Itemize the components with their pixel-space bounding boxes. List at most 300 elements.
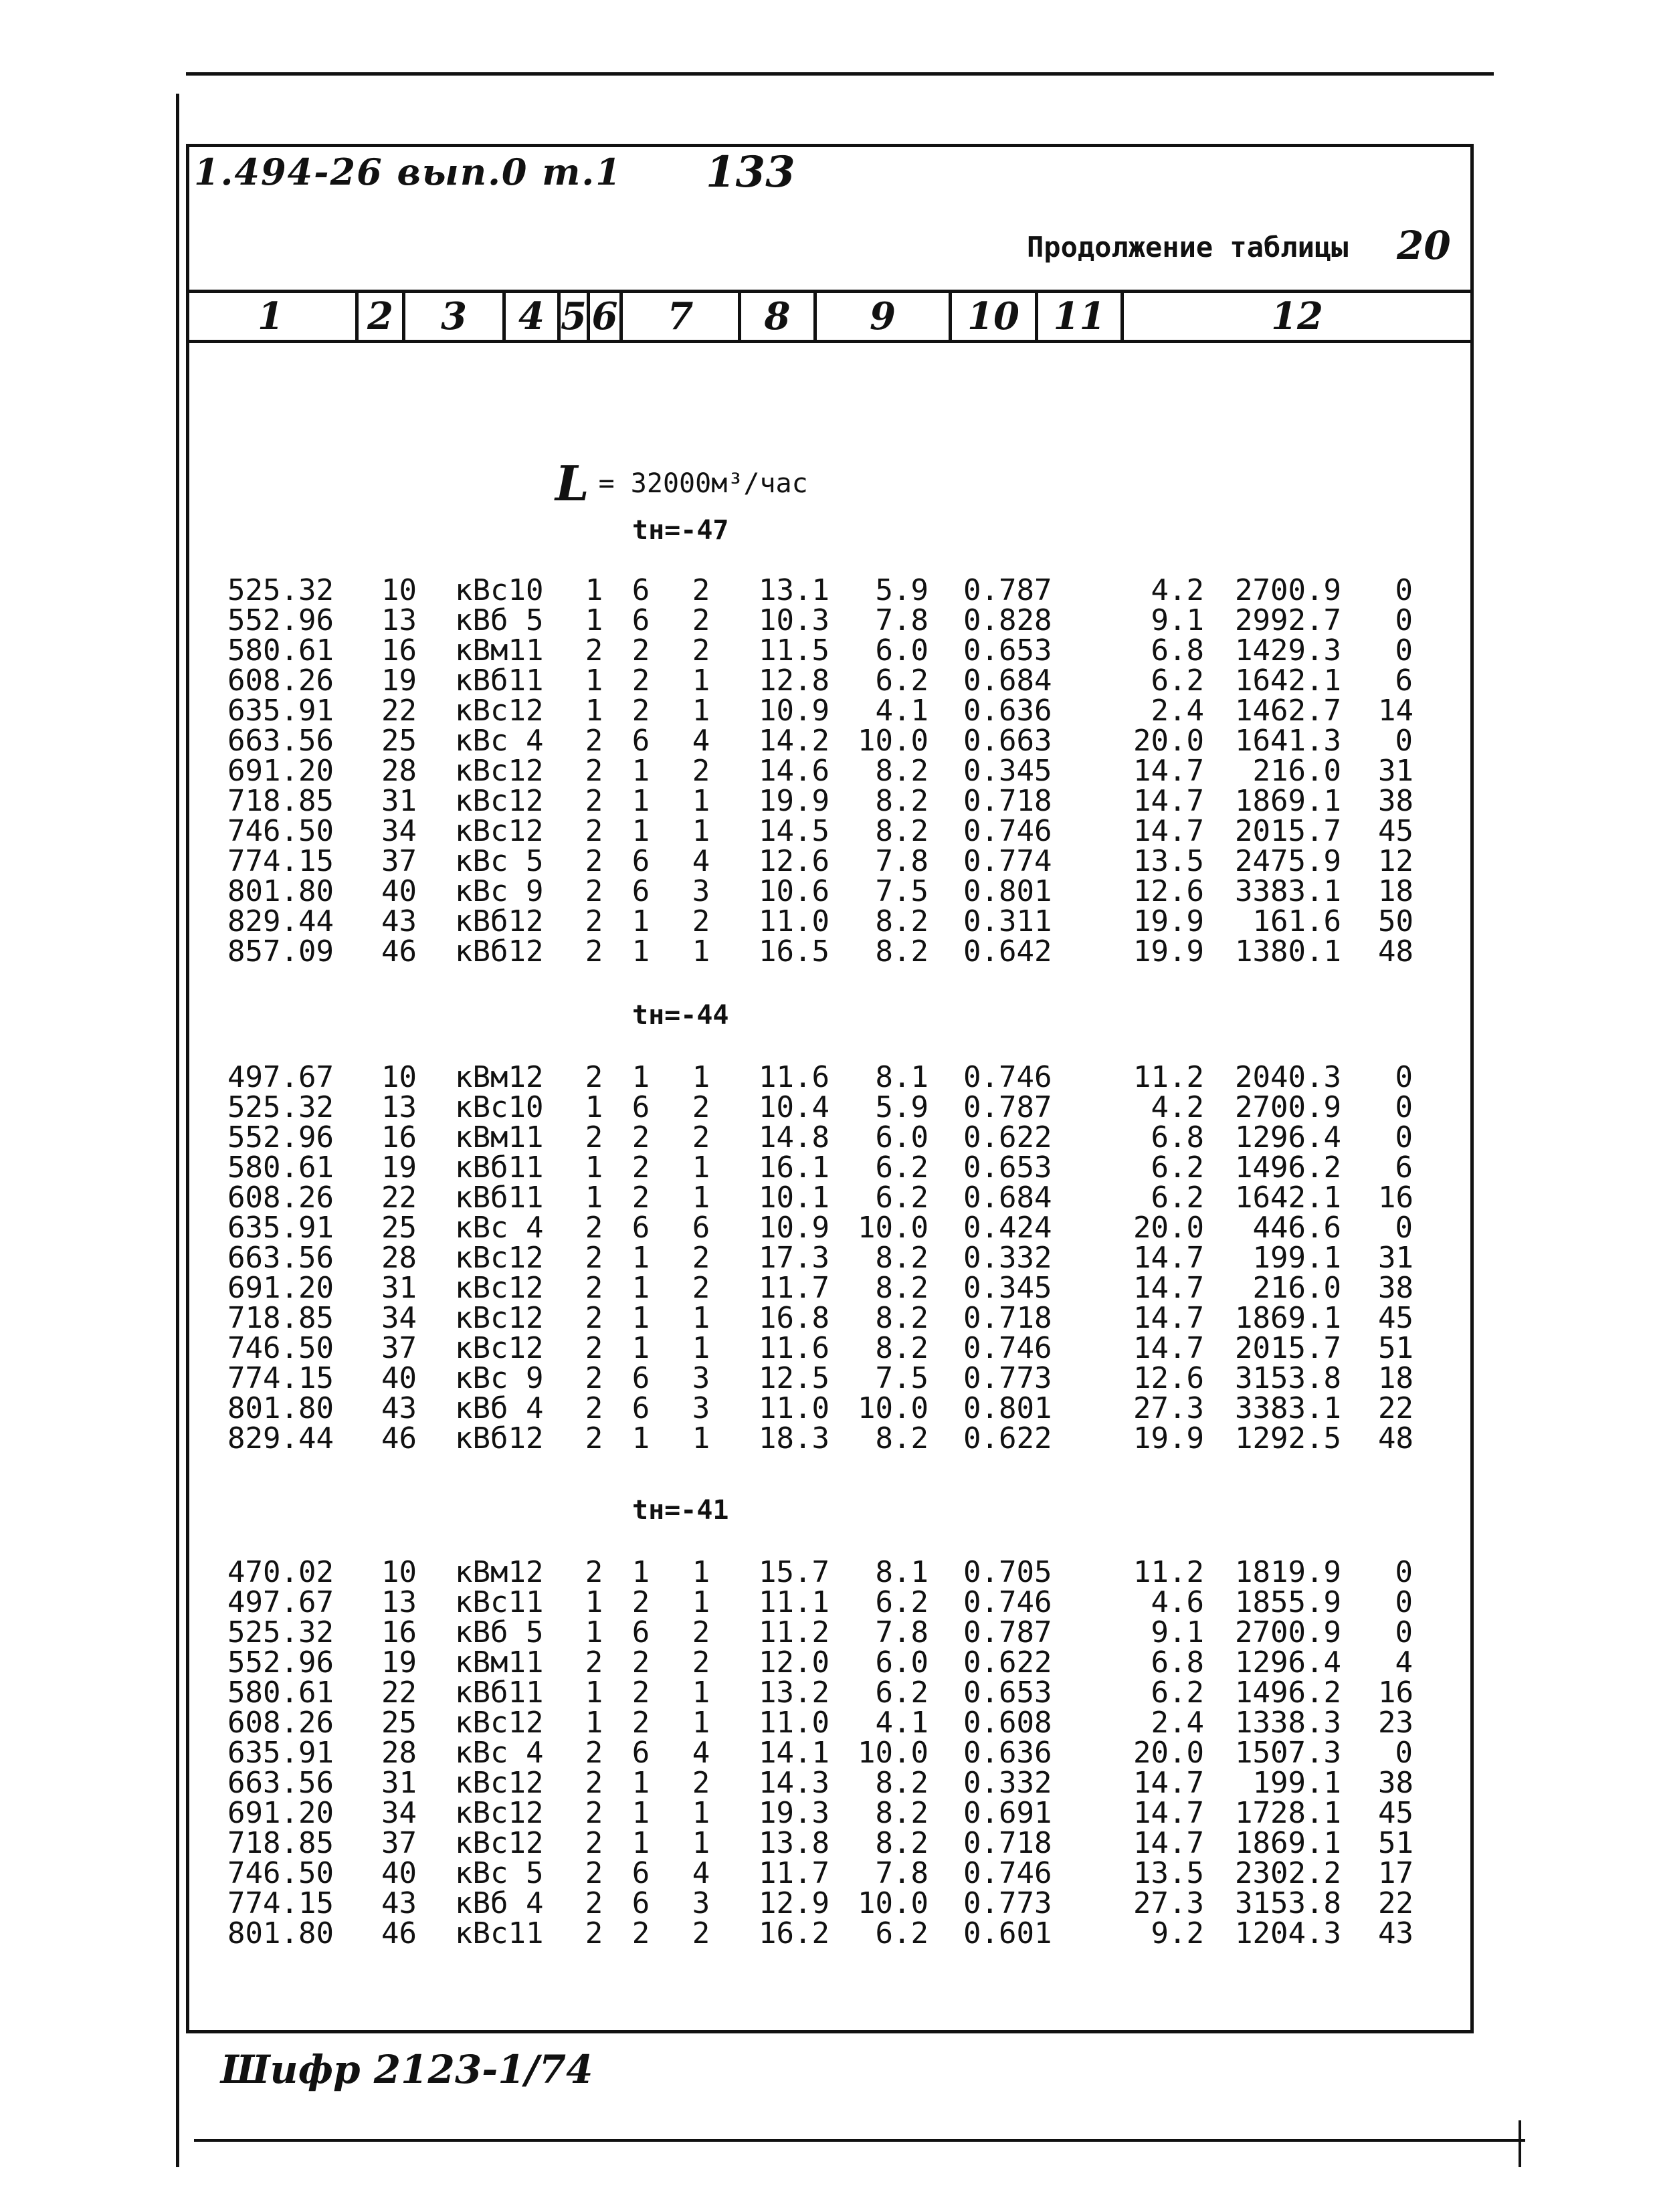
cell-col-9: 0.345 bbox=[963, 754, 1052, 788]
cell-col-8: 6.2 bbox=[875, 1181, 929, 1215]
column-header-3: 3 bbox=[405, 293, 506, 340]
cell-col-5: 6 bbox=[631, 724, 650, 758]
cell-col-2: 13 bbox=[381, 1585, 417, 1619]
cell-col-12: 0 bbox=[1395, 1585, 1413, 1619]
cell-col-10: 4.2 bbox=[1151, 1090, 1204, 1124]
column-header-1: 1 bbox=[186, 293, 359, 340]
cell-col-7: 14.6 bbox=[759, 754, 830, 788]
flow-symbol: L bbox=[555, 455, 589, 512]
cell-col-4: 1 bbox=[585, 1676, 603, 1710]
cell-col-1: 608.26 bbox=[227, 664, 334, 698]
cipher-stamp: Шифр 2123-1/74 bbox=[221, 2047, 593, 2092]
cell-col-6: 2 bbox=[692, 1916, 710, 1950]
cell-col-3: кВс12 bbox=[455, 1331, 544, 1365]
cell-col-9: 0.746 bbox=[963, 1585, 1052, 1619]
cell-col-7: 11.0 bbox=[759, 904, 830, 938]
cell-col-10: 14.7 bbox=[1133, 1271, 1204, 1305]
cell-col-6: 3 bbox=[692, 1361, 710, 1395]
cell-col-7: 10.9 bbox=[759, 1211, 830, 1245]
cell-col-2: 16 bbox=[381, 633, 417, 668]
cell-col-6: 1 bbox=[692, 1555, 710, 1589]
cell-col-10: 14.7 bbox=[1133, 754, 1204, 788]
cell-col-1: 663.56 bbox=[227, 724, 334, 758]
column-header-12: 12 bbox=[1271, 294, 1323, 338]
cell-col-1: 663.56 bbox=[227, 1766, 334, 1800]
cell-col-3: кВб 5 bbox=[455, 603, 544, 637]
table-row bbox=[0, 1587, 1659, 1617]
cell-col-1: 552.96 bbox=[227, 1120, 334, 1154]
cell-col-1: 691.20 bbox=[227, 1796, 334, 1830]
cell-col-1: 774.15 bbox=[227, 1361, 334, 1395]
cell-col-5: 1 bbox=[631, 754, 650, 788]
cell-col-3: кВс10 bbox=[455, 1090, 544, 1124]
cell-col-4: 2 bbox=[585, 1391, 603, 1425]
column-header-9: 9 bbox=[817, 293, 952, 340]
cell-col-6: 4 bbox=[692, 844, 710, 878]
cell-col-10: 27.3 bbox=[1133, 1391, 1204, 1425]
cell-col-10: 11.2 bbox=[1133, 1060, 1204, 1094]
cell-col-4: 1 bbox=[585, 1585, 603, 1619]
cell-col-2: 37 bbox=[381, 844, 417, 878]
right-tick bbox=[1519, 2120, 1521, 2167]
cell-col-6: 1 bbox=[692, 1826, 710, 1860]
cell-col-2: 40 bbox=[381, 874, 417, 908]
table-row bbox=[0, 696, 1659, 726]
cell-col-10: 19.9 bbox=[1133, 934, 1204, 969]
cell-col-7: 11.6 bbox=[759, 1060, 830, 1094]
column-header-row bbox=[186, 290, 1474, 343]
cell-col-11: 2015.7 bbox=[1235, 814, 1341, 848]
cell-col-11: 446.6 bbox=[1252, 1211, 1341, 1245]
cell-col-2: 19 bbox=[381, 1645, 417, 1680]
cell-col-12: 45 bbox=[1378, 1301, 1413, 1335]
cell-col-12: 0 bbox=[1395, 1120, 1413, 1154]
cell-col-4: 1 bbox=[585, 1181, 603, 1215]
cell-col-2: 43 bbox=[381, 904, 417, 938]
cell-col-3: кВс12 bbox=[455, 1796, 544, 1830]
cell-col-4: 1 bbox=[585, 694, 603, 728]
cell-col-10: 14.7 bbox=[1133, 1826, 1204, 1860]
cell-col-2: 40 bbox=[381, 1361, 417, 1395]
cell-col-12: 0 bbox=[1395, 1736, 1413, 1770]
cell-col-11: 1429.3 bbox=[1235, 633, 1341, 668]
cell-col-4: 2 bbox=[585, 784, 603, 818]
cell-col-2: 31 bbox=[381, 1271, 417, 1305]
cell-col-10: 27.3 bbox=[1133, 1886, 1204, 1920]
cell-col-9: 0.653 bbox=[963, 1150, 1052, 1185]
cell-col-2: 46 bbox=[381, 934, 417, 969]
cell-col-2: 22 bbox=[381, 1181, 417, 1215]
cell-col-11: 2992.7 bbox=[1235, 603, 1341, 637]
cell-col-5: 6 bbox=[631, 874, 650, 908]
cell-col-12: 16 bbox=[1378, 1181, 1413, 1215]
table-row bbox=[0, 1617, 1659, 1647]
table-row bbox=[0, 726, 1659, 756]
cell-col-10: 6.2 bbox=[1151, 664, 1204, 698]
cell-col-8: 4.1 bbox=[875, 694, 929, 728]
cell-col-1: 608.26 bbox=[227, 1181, 334, 1215]
cell-col-8: 8.2 bbox=[875, 1766, 929, 1800]
cell-col-7: 13.8 bbox=[759, 1826, 830, 1860]
cell-col-5: 1 bbox=[631, 1241, 650, 1275]
cell-col-9: 0.746 bbox=[963, 1331, 1052, 1365]
cell-col-4: 2 bbox=[585, 1301, 603, 1335]
cell-col-5: 6 bbox=[631, 1211, 650, 1245]
cell-col-11: 3383.1 bbox=[1235, 1391, 1341, 1425]
cell-col-10: 12.6 bbox=[1133, 1361, 1204, 1395]
cell-col-6: 2 bbox=[692, 633, 710, 668]
cell-col-11: 2700.9 bbox=[1235, 573, 1341, 607]
cell-col-11: 1642.1 bbox=[1235, 664, 1341, 698]
cell-col-11: 1462.7 bbox=[1235, 694, 1341, 728]
cell-col-2: 22 bbox=[381, 1676, 417, 1710]
cell-col-9: 0.636 bbox=[963, 1736, 1052, 1770]
cell-col-1: 608.26 bbox=[227, 1706, 334, 1740]
cell-col-5: 6 bbox=[631, 1090, 650, 1124]
cell-col-7: 10.6 bbox=[759, 874, 830, 908]
cell-col-11: 1869.1 bbox=[1235, 784, 1341, 818]
cell-col-6: 3 bbox=[692, 874, 710, 908]
cell-col-11: 1507.3 bbox=[1235, 1736, 1341, 1770]
cell-col-4: 1 bbox=[585, 1150, 603, 1185]
cell-col-10: 9.1 bbox=[1151, 603, 1204, 637]
cell-col-6: 1 bbox=[692, 1585, 710, 1619]
cell-col-12: 0 bbox=[1395, 573, 1413, 607]
air-flow-formula bbox=[555, 455, 808, 512]
cell-col-3: кВс12 bbox=[455, 694, 544, 728]
cell-col-6: 1 bbox=[692, 1796, 710, 1830]
cell-col-11: 1380.1 bbox=[1235, 934, 1341, 969]
cell-col-5: 1 bbox=[631, 1796, 650, 1830]
cell-col-1: 801.80 bbox=[227, 874, 334, 908]
table-row bbox=[0, 1393, 1659, 1423]
cell-col-3: кВс 4 bbox=[455, 724, 544, 758]
cell-col-2: 19 bbox=[381, 1150, 417, 1185]
cell-col-1: 497.67 bbox=[227, 1585, 334, 1619]
column-header-6: 6 bbox=[590, 293, 623, 340]
cell-col-8: 8.2 bbox=[875, 1241, 929, 1275]
table-row bbox=[0, 936, 1659, 967]
cell-col-5: 2 bbox=[631, 1150, 650, 1185]
column-header-7: 7 bbox=[623, 293, 741, 340]
cell-col-4: 2 bbox=[585, 1120, 603, 1154]
cell-col-8: 6.0 bbox=[875, 1645, 929, 1680]
cell-col-11: 2015.7 bbox=[1235, 1331, 1341, 1365]
cell-col-3: кВм11 bbox=[455, 633, 544, 668]
cell-col-10: 2.4 bbox=[1151, 1706, 1204, 1740]
cell-col-8: 8.2 bbox=[875, 1331, 929, 1365]
cell-col-11: 1855.9 bbox=[1235, 1585, 1341, 1619]
cell-col-4: 1 bbox=[585, 664, 603, 698]
top-rule bbox=[186, 72, 1494, 76]
cell-col-5: 1 bbox=[631, 904, 650, 938]
cell-col-12: 6 bbox=[1395, 664, 1413, 698]
cell-col-10: 4.6 bbox=[1151, 1585, 1204, 1619]
cell-col-7: 12.6 bbox=[759, 844, 830, 878]
cell-col-2: 25 bbox=[381, 1211, 417, 1245]
cell-col-4: 2 bbox=[585, 1796, 603, 1830]
cell-col-11: 2302.2 bbox=[1235, 1856, 1341, 1890]
cell-col-3: кВс12 bbox=[455, 784, 544, 818]
cell-col-6: 2 bbox=[692, 1090, 710, 1124]
cell-col-8: 8.2 bbox=[875, 784, 929, 818]
cell-col-10: 6.2 bbox=[1151, 1676, 1204, 1710]
cell-col-5: 2 bbox=[631, 633, 650, 668]
cell-col-1: 746.50 bbox=[227, 1331, 334, 1365]
cell-col-7: 19.9 bbox=[759, 784, 830, 818]
cell-col-12: 22 bbox=[1378, 1886, 1413, 1920]
cell-col-1: 746.50 bbox=[227, 1856, 334, 1890]
cell-col-10: 6.2 bbox=[1151, 1150, 1204, 1185]
cell-col-6: 3 bbox=[692, 1391, 710, 1425]
cell-col-5: 6 bbox=[631, 1391, 650, 1425]
table-row bbox=[0, 756, 1659, 786]
cell-col-1: 774.15 bbox=[227, 1886, 334, 1920]
cell-col-9: 0.608 bbox=[963, 1706, 1052, 1740]
cell-col-3: кВм12 bbox=[455, 1060, 544, 1094]
cell-col-8: 4.1 bbox=[875, 1706, 929, 1740]
cell-col-3: кВс12 bbox=[455, 814, 544, 848]
cell-col-1: 525.32 bbox=[227, 1615, 334, 1649]
cell-col-2: 22 bbox=[381, 694, 417, 728]
cell-col-9: 0.622 bbox=[963, 1120, 1052, 1154]
cell-col-12: 0 bbox=[1395, 1615, 1413, 1649]
cell-col-7: 10.3 bbox=[759, 603, 830, 637]
cell-col-6: 1 bbox=[692, 1706, 710, 1740]
cell-col-9: 0.787 bbox=[963, 1615, 1052, 1649]
cell-col-10: 20.0 bbox=[1133, 1211, 1204, 1245]
cell-col-12: 48 bbox=[1378, 934, 1413, 969]
cell-col-10: 6.8 bbox=[1151, 1645, 1204, 1680]
cell-col-6: 2 bbox=[692, 1271, 710, 1305]
cell-col-7: 16.8 bbox=[759, 1301, 830, 1335]
table-row bbox=[0, 1122, 1659, 1152]
cell-col-4: 2 bbox=[585, 1555, 603, 1589]
table-row bbox=[0, 816, 1659, 846]
cell-col-11: 199.1 bbox=[1252, 1241, 1341, 1275]
cell-col-11: 199.1 bbox=[1252, 1766, 1341, 1800]
cell-col-11: 2700.9 bbox=[1235, 1090, 1341, 1124]
cell-col-12: 0 bbox=[1395, 1060, 1413, 1094]
cell-col-8: 10.0 bbox=[858, 724, 929, 758]
cell-col-6: 2 bbox=[692, 603, 710, 637]
cell-col-1: 635.91 bbox=[227, 1211, 334, 1245]
column-header-11: 11 bbox=[1038, 293, 1124, 340]
cell-col-6: 1 bbox=[692, 1301, 710, 1335]
cell-col-1: 525.32 bbox=[227, 573, 334, 607]
cell-col-6: 1 bbox=[692, 1181, 710, 1215]
cell-col-6: 1 bbox=[692, 934, 710, 969]
cell-col-5: 6 bbox=[631, 573, 650, 607]
cell-col-9: 0.622 bbox=[963, 1645, 1052, 1680]
cell-col-7: 16.2 bbox=[759, 1916, 830, 1950]
cell-col-3: кВб12 bbox=[455, 934, 544, 969]
cell-col-9: 0.653 bbox=[963, 633, 1052, 668]
cell-col-3: кВм11 bbox=[455, 1645, 544, 1680]
table-number: 20 bbox=[1397, 223, 1451, 268]
cell-col-2: 37 bbox=[381, 1331, 417, 1365]
cell-col-2: 16 bbox=[381, 1615, 417, 1649]
cell-col-3: кВс12 bbox=[455, 1241, 544, 1275]
cell-col-9: 0.663 bbox=[963, 724, 1052, 758]
cell-col-6: 2 bbox=[692, 573, 710, 607]
cell-col-11: 161.6 bbox=[1252, 904, 1341, 938]
document-reference: 1.494-26 вып.0 т.1 bbox=[194, 150, 622, 193]
cell-col-3: кВс 5 bbox=[455, 844, 544, 878]
cell-col-8: 7.8 bbox=[875, 1615, 929, 1649]
cell-col-7: 16.5 bbox=[759, 934, 830, 969]
cell-col-12: 16 bbox=[1378, 1676, 1413, 1710]
cell-col-6: 2 bbox=[692, 1615, 710, 1649]
cell-col-12: 18 bbox=[1378, 874, 1413, 908]
cell-col-10: 6.8 bbox=[1151, 1120, 1204, 1154]
cell-col-4: 2 bbox=[585, 633, 603, 668]
cell-col-4: 1 bbox=[585, 573, 603, 607]
cell-col-5: 2 bbox=[631, 1181, 650, 1215]
table-row bbox=[0, 906, 1659, 936]
section-title: tн=-47 bbox=[632, 515, 729, 546]
cell-col-7: 11.0 bbox=[759, 1706, 830, 1740]
cell-col-9: 0.601 bbox=[963, 1916, 1052, 1950]
cell-col-2: 31 bbox=[381, 1766, 417, 1800]
cell-col-3: кВс 5 bbox=[455, 1856, 544, 1890]
cell-col-5: 6 bbox=[631, 1856, 650, 1890]
cell-col-9: 0.787 bbox=[963, 573, 1052, 607]
cell-col-2: 10 bbox=[381, 1060, 417, 1094]
cell-col-1: 718.85 bbox=[227, 1826, 334, 1860]
cell-col-5: 2 bbox=[631, 694, 650, 728]
cell-col-8: 10.0 bbox=[858, 1886, 929, 1920]
table-row bbox=[0, 575, 1659, 605]
cell-col-8: 8.2 bbox=[875, 904, 929, 938]
cell-col-4: 2 bbox=[585, 1856, 603, 1890]
cell-col-3: кВм11 bbox=[455, 1120, 544, 1154]
cell-col-2: 13 bbox=[381, 1090, 417, 1124]
cell-col-9: 0.828 bbox=[963, 603, 1052, 637]
cell-col-6: 6 bbox=[692, 1211, 710, 1245]
cell-col-10: 4.2 bbox=[1151, 573, 1204, 607]
cell-col-1: 718.85 bbox=[227, 784, 334, 818]
section-title: tн=-44 bbox=[632, 1000, 729, 1031]
cell-col-1: 829.44 bbox=[227, 1421, 334, 1455]
cell-col-2: 34 bbox=[381, 1301, 417, 1335]
cell-col-11: 1496.2 bbox=[1235, 1150, 1341, 1185]
cell-col-8: 7.5 bbox=[875, 1361, 929, 1395]
table-row bbox=[0, 1918, 1659, 1948]
cell-col-12: 22 bbox=[1378, 1391, 1413, 1425]
cell-col-12: 23 bbox=[1378, 1706, 1413, 1740]
cell-col-5: 1 bbox=[631, 1766, 650, 1800]
cell-col-2: 10 bbox=[381, 573, 417, 607]
cell-col-2: 28 bbox=[381, 754, 417, 788]
cell-col-10: 14.7 bbox=[1133, 1766, 1204, 1800]
cell-col-3: кВс11 bbox=[455, 1916, 544, 1950]
cell-col-12: 0 bbox=[1395, 1555, 1413, 1589]
cell-col-4: 2 bbox=[585, 724, 603, 758]
table-row bbox=[0, 786, 1659, 816]
cell-col-8: 6.0 bbox=[875, 633, 929, 668]
cell-col-5: 1 bbox=[631, 1421, 650, 1455]
cell-col-1: 552.96 bbox=[227, 1645, 334, 1680]
cell-col-7: 12.5 bbox=[759, 1361, 830, 1395]
cell-col-8: 8.2 bbox=[875, 934, 929, 969]
cell-col-9: 0.345 bbox=[963, 1271, 1052, 1305]
cell-col-8: 10.0 bbox=[858, 1211, 929, 1245]
cell-col-11: 1296.4 bbox=[1235, 1120, 1341, 1154]
cell-col-9: 0.684 bbox=[963, 1181, 1052, 1215]
cell-col-9: 0.801 bbox=[963, 1391, 1052, 1425]
cell-col-7: 14.8 bbox=[759, 1120, 830, 1154]
cell-col-6: 1 bbox=[692, 814, 710, 848]
cell-col-4: 2 bbox=[585, 874, 603, 908]
cell-col-2: 28 bbox=[381, 1736, 417, 1770]
cell-col-9: 0.642 bbox=[963, 934, 1052, 969]
cell-col-3: кВс 4 bbox=[455, 1211, 544, 1245]
cell-col-1: 829.44 bbox=[227, 904, 334, 938]
cell-col-8: 8.2 bbox=[875, 1796, 929, 1830]
cell-col-3: кВб12 bbox=[455, 1421, 544, 1455]
cell-col-4: 2 bbox=[585, 1060, 603, 1094]
cell-col-11: 3153.8 bbox=[1235, 1886, 1341, 1920]
table-row bbox=[0, 1798, 1659, 1828]
cell-col-7: 17.3 bbox=[759, 1241, 830, 1275]
cell-col-11: 1296.4 bbox=[1235, 1645, 1341, 1680]
table-row bbox=[0, 1858, 1659, 1888]
cell-col-8: 5.9 bbox=[875, 573, 929, 607]
cell-col-11: 2700.9 bbox=[1235, 1615, 1341, 1649]
cell-col-8: 8.2 bbox=[875, 1421, 929, 1455]
cell-col-8: 8.2 bbox=[875, 1271, 929, 1305]
cell-col-8: 6.2 bbox=[875, 1150, 929, 1185]
cell-col-3: кВм12 bbox=[455, 1555, 544, 1589]
cell-col-9: 0.653 bbox=[963, 1676, 1052, 1710]
cell-col-5: 1 bbox=[631, 934, 650, 969]
cell-col-1: 552.96 bbox=[227, 603, 334, 637]
cell-col-9: 0.636 bbox=[963, 694, 1052, 728]
cell-col-6: 2 bbox=[692, 1241, 710, 1275]
cell-col-7: 12.8 bbox=[759, 664, 830, 698]
cell-col-4: 2 bbox=[585, 1826, 603, 1860]
cell-col-7: 14.5 bbox=[759, 814, 830, 848]
cell-col-2: 46 bbox=[381, 1916, 417, 1950]
cell-col-7: 15.7 bbox=[759, 1555, 830, 1589]
table-row bbox=[0, 635, 1659, 666]
cell-col-5: 6 bbox=[631, 603, 650, 637]
cell-col-9: 0.332 bbox=[963, 1241, 1052, 1275]
cell-col-7: 14.3 bbox=[759, 1766, 830, 1800]
cell-col-3: кВб 4 bbox=[455, 1391, 544, 1425]
cell-col-3: кВб 5 bbox=[455, 1615, 544, 1649]
cell-col-5: 1 bbox=[631, 814, 650, 848]
cell-col-1: 580.61 bbox=[227, 1150, 334, 1185]
cell-col-6: 1 bbox=[692, 1150, 710, 1185]
cell-col-10: 14.7 bbox=[1133, 784, 1204, 818]
cell-col-8: 7.8 bbox=[875, 844, 929, 878]
cell-col-2: 43 bbox=[381, 1886, 417, 1920]
cell-col-5: 6 bbox=[631, 1736, 650, 1770]
cell-col-4: 1 bbox=[585, 1090, 603, 1124]
cell-col-12: 31 bbox=[1378, 1241, 1413, 1275]
column-header-4: 4 bbox=[506, 293, 561, 340]
cell-col-5: 2 bbox=[631, 1585, 650, 1619]
cell-col-4: 2 bbox=[585, 934, 603, 969]
cell-col-3: кВс 9 bbox=[455, 1361, 544, 1395]
cell-col-1: 635.91 bbox=[227, 694, 334, 728]
cell-col-10: 14.7 bbox=[1133, 1301, 1204, 1335]
cell-col-8: 6.2 bbox=[875, 1916, 929, 1950]
cell-col-11: 1496.2 bbox=[1235, 1676, 1341, 1710]
cell-col-9: 0.311 bbox=[963, 904, 1052, 938]
